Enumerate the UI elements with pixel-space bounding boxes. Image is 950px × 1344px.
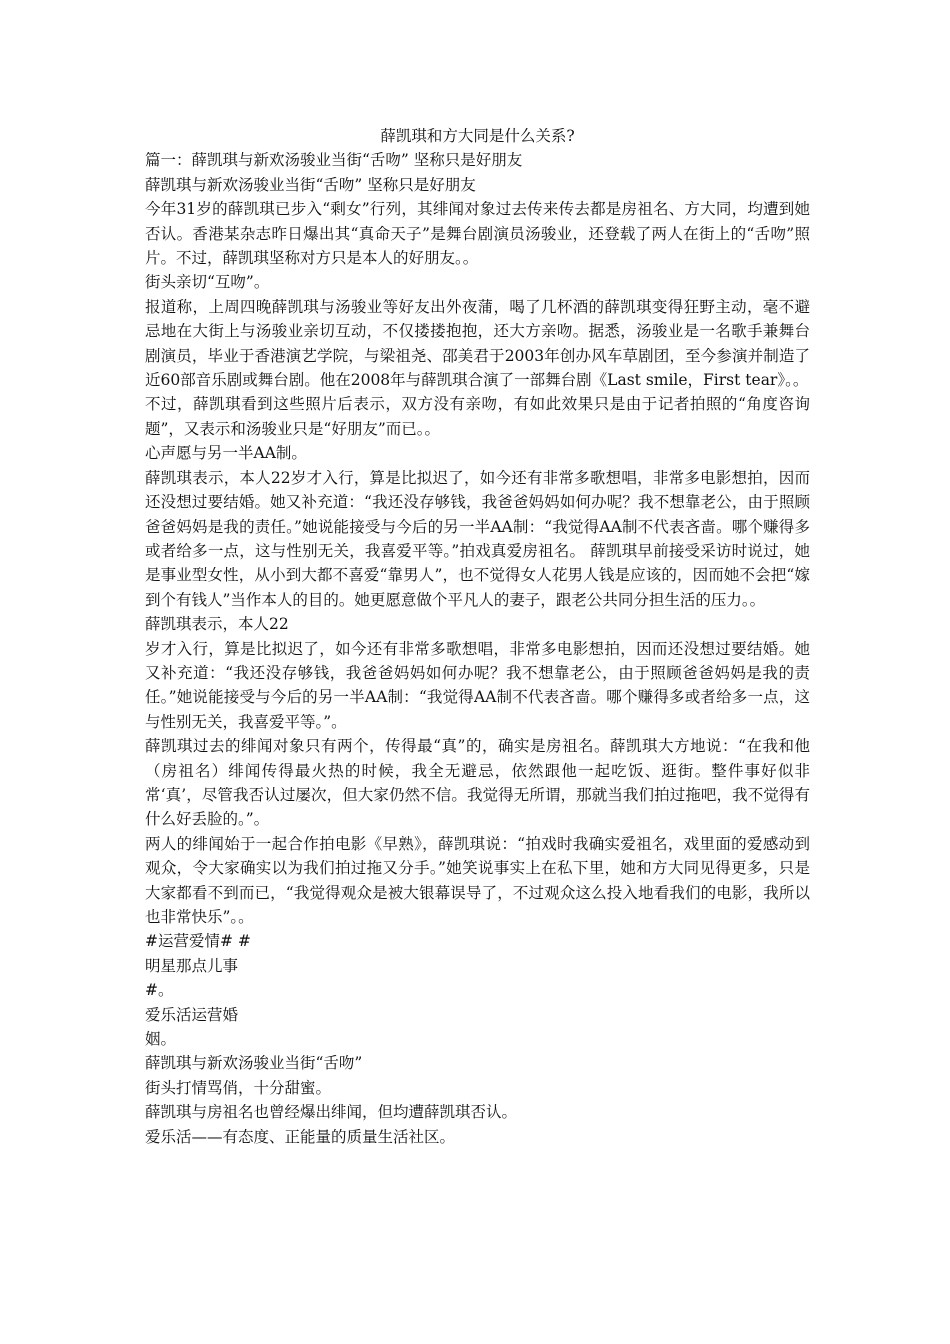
paragraph: 薛凯琪与房祖名也曾经爆出绯闻，但均遭薛凯琪否认。 xyxy=(145,1103,518,1122)
paragraph: 爱乐活——有态度、正能量的质量生活社区。 xyxy=(145,1127,456,1146)
paragraph: 两人的绯闻始于一起合作拍电影《早熟》，薛凯琪说：“拍戏时我确实爱祖名，戏里面的爱感动到观众，令大家确实以为我们拍过拖又分手。”她笑说事实上在私下里，她和方大同见得更多，只是大家都看不到而已，“我觉得观众是被大银幕误导了，不过观众这么投入地看我们的电影，我所以也非常快乐”。。 xyxy=(145,834,810,926)
paragraph: 薛凯琪过去的绯闻对象只有两个，传得最“真”的，确实是房祖名。薛凯琪大方地说：“在我和他（房祖名）绯闻传得最火热的时候，我全无避忌，依然跟他一起吃饭、逛街。整件事好似非常‘真’，尽管我否认过屡次，但大家仍然不信。我觉得无所谓，那就当我们拍过拖吧，我不觉得有什么好丢脸的。”。 xyxy=(145,737,810,829)
document-body xyxy=(145,124,810,1149)
paragraph: 岁才入行，算是比拟迟了，如今还有非常多歌想唱，非常多电影想拍，因而还没想过要结婚。她又补充道：“我还没存够钱，我爸爸妈妈如何办呢？我不想靠老公，由于照顾爸爸妈妈是我的责任。”她说能接受与今后的另一半AA制：“我觉得AA制不代表吝啬。哪个赚得多或者给多一点，这与性别无关，我喜爱平等。”。 xyxy=(145,639,810,731)
paragraph: 街头打情骂俏，十分甜蜜。 xyxy=(145,1078,332,1097)
paragraph: 不过，薛凯琪看到这些照片后表示，双方没有亲吻，有如此效果只是由于记者拍照的“角度咨询题”，又表示和汤骏业只是“好朋友”而已。。 xyxy=(145,395,810,438)
paragraph: 街头亲切“互吻”。 xyxy=(145,273,270,292)
paragraph: 篇一：薛凯琪与新欢汤骏业当街“舌吻” 坚称只是好朋友 xyxy=(145,151,523,170)
paragraph: 爱乐活运营婚 xyxy=(145,1005,239,1024)
paragraph: 今年31岁的薛凯琪已步入“剩女”行列，其绯闻对象过去传来传去都是房祖名、方大同，均遭到她否认。香港某杂志昨日爆出其“真命天子”是舞台剧演员汤骏业，还登载了两人在街上的“舌吻”照片。不过，薛凯琪坚称对方只是本人的好朋友。。 xyxy=(145,200,810,268)
paragraph: 薛凯琪与新欢汤骏业当街“舌吻” 坚称只是好朋友 xyxy=(145,175,476,194)
paragraph: 报道称，上周四晚薛凯琪与汤骏业等好友出外夜蒲，喝了几杯酒的薛凯琪变得狂野主动，毫不避忌地在大街上与汤骏业亲切互动，不仅搂搂抱抱，还大方亲吻。据悉，汤骏业是一名歌手兼舞台剧演员，毕业于香港演艺学院，与梁祖尧、邵美君于2003年创办风车草剧团，至今参演并制造了近60部音乐剧或舞台剧。他在2008年与薛凯琪合演了一部舞台剧《Last smile，First tear》。。 xyxy=(145,297,810,390)
paragraph: #运营爱情# # xyxy=(145,932,251,951)
paragraph: 心声愿与另一半AA制。 xyxy=(145,444,307,463)
paragraph: 薛凯琪与新欢汤骏业当街“舌吻” xyxy=(145,1054,363,1073)
paragraph: 薛凯琪表示，本人22岁才入行，算是比拟迟了，如今还有非常多歌想唱，非常多电影想拍，因而还没想过要结婚。她又补充道：“我还没存够钱，我爸爸妈妈如何办呢？我不想靠老公，由于照顾爸爸妈妈是我的责任。”她说能接受与今后的另一半AA制：“我觉得AA制不代表吝啬。哪个赚得多或者给多一点，这与性别无关，我喜爱平等。”拍戏真爱房祖名。 薛凯琪早前接受采访时说过，她是事业型女性，从小到大都不喜爱“靠男人”，也不觉得女人花男人钱是应该的，因而她不会把“嫁到个有钱人”当作本人的目的。她更愿意做个平凡人的妻子，跟老公共同分担生活的压力。。 xyxy=(145,468,810,609)
document-title: 薛凯琪和方大同是什么关系? xyxy=(380,127,575,145)
paragraph: 薛凯琪表示，本人22 xyxy=(145,615,289,634)
paragraph: 姻。 xyxy=(145,1030,177,1049)
paragraph: #。 xyxy=(145,981,174,1000)
paragraph: 明星那点儿事 xyxy=(145,956,239,975)
